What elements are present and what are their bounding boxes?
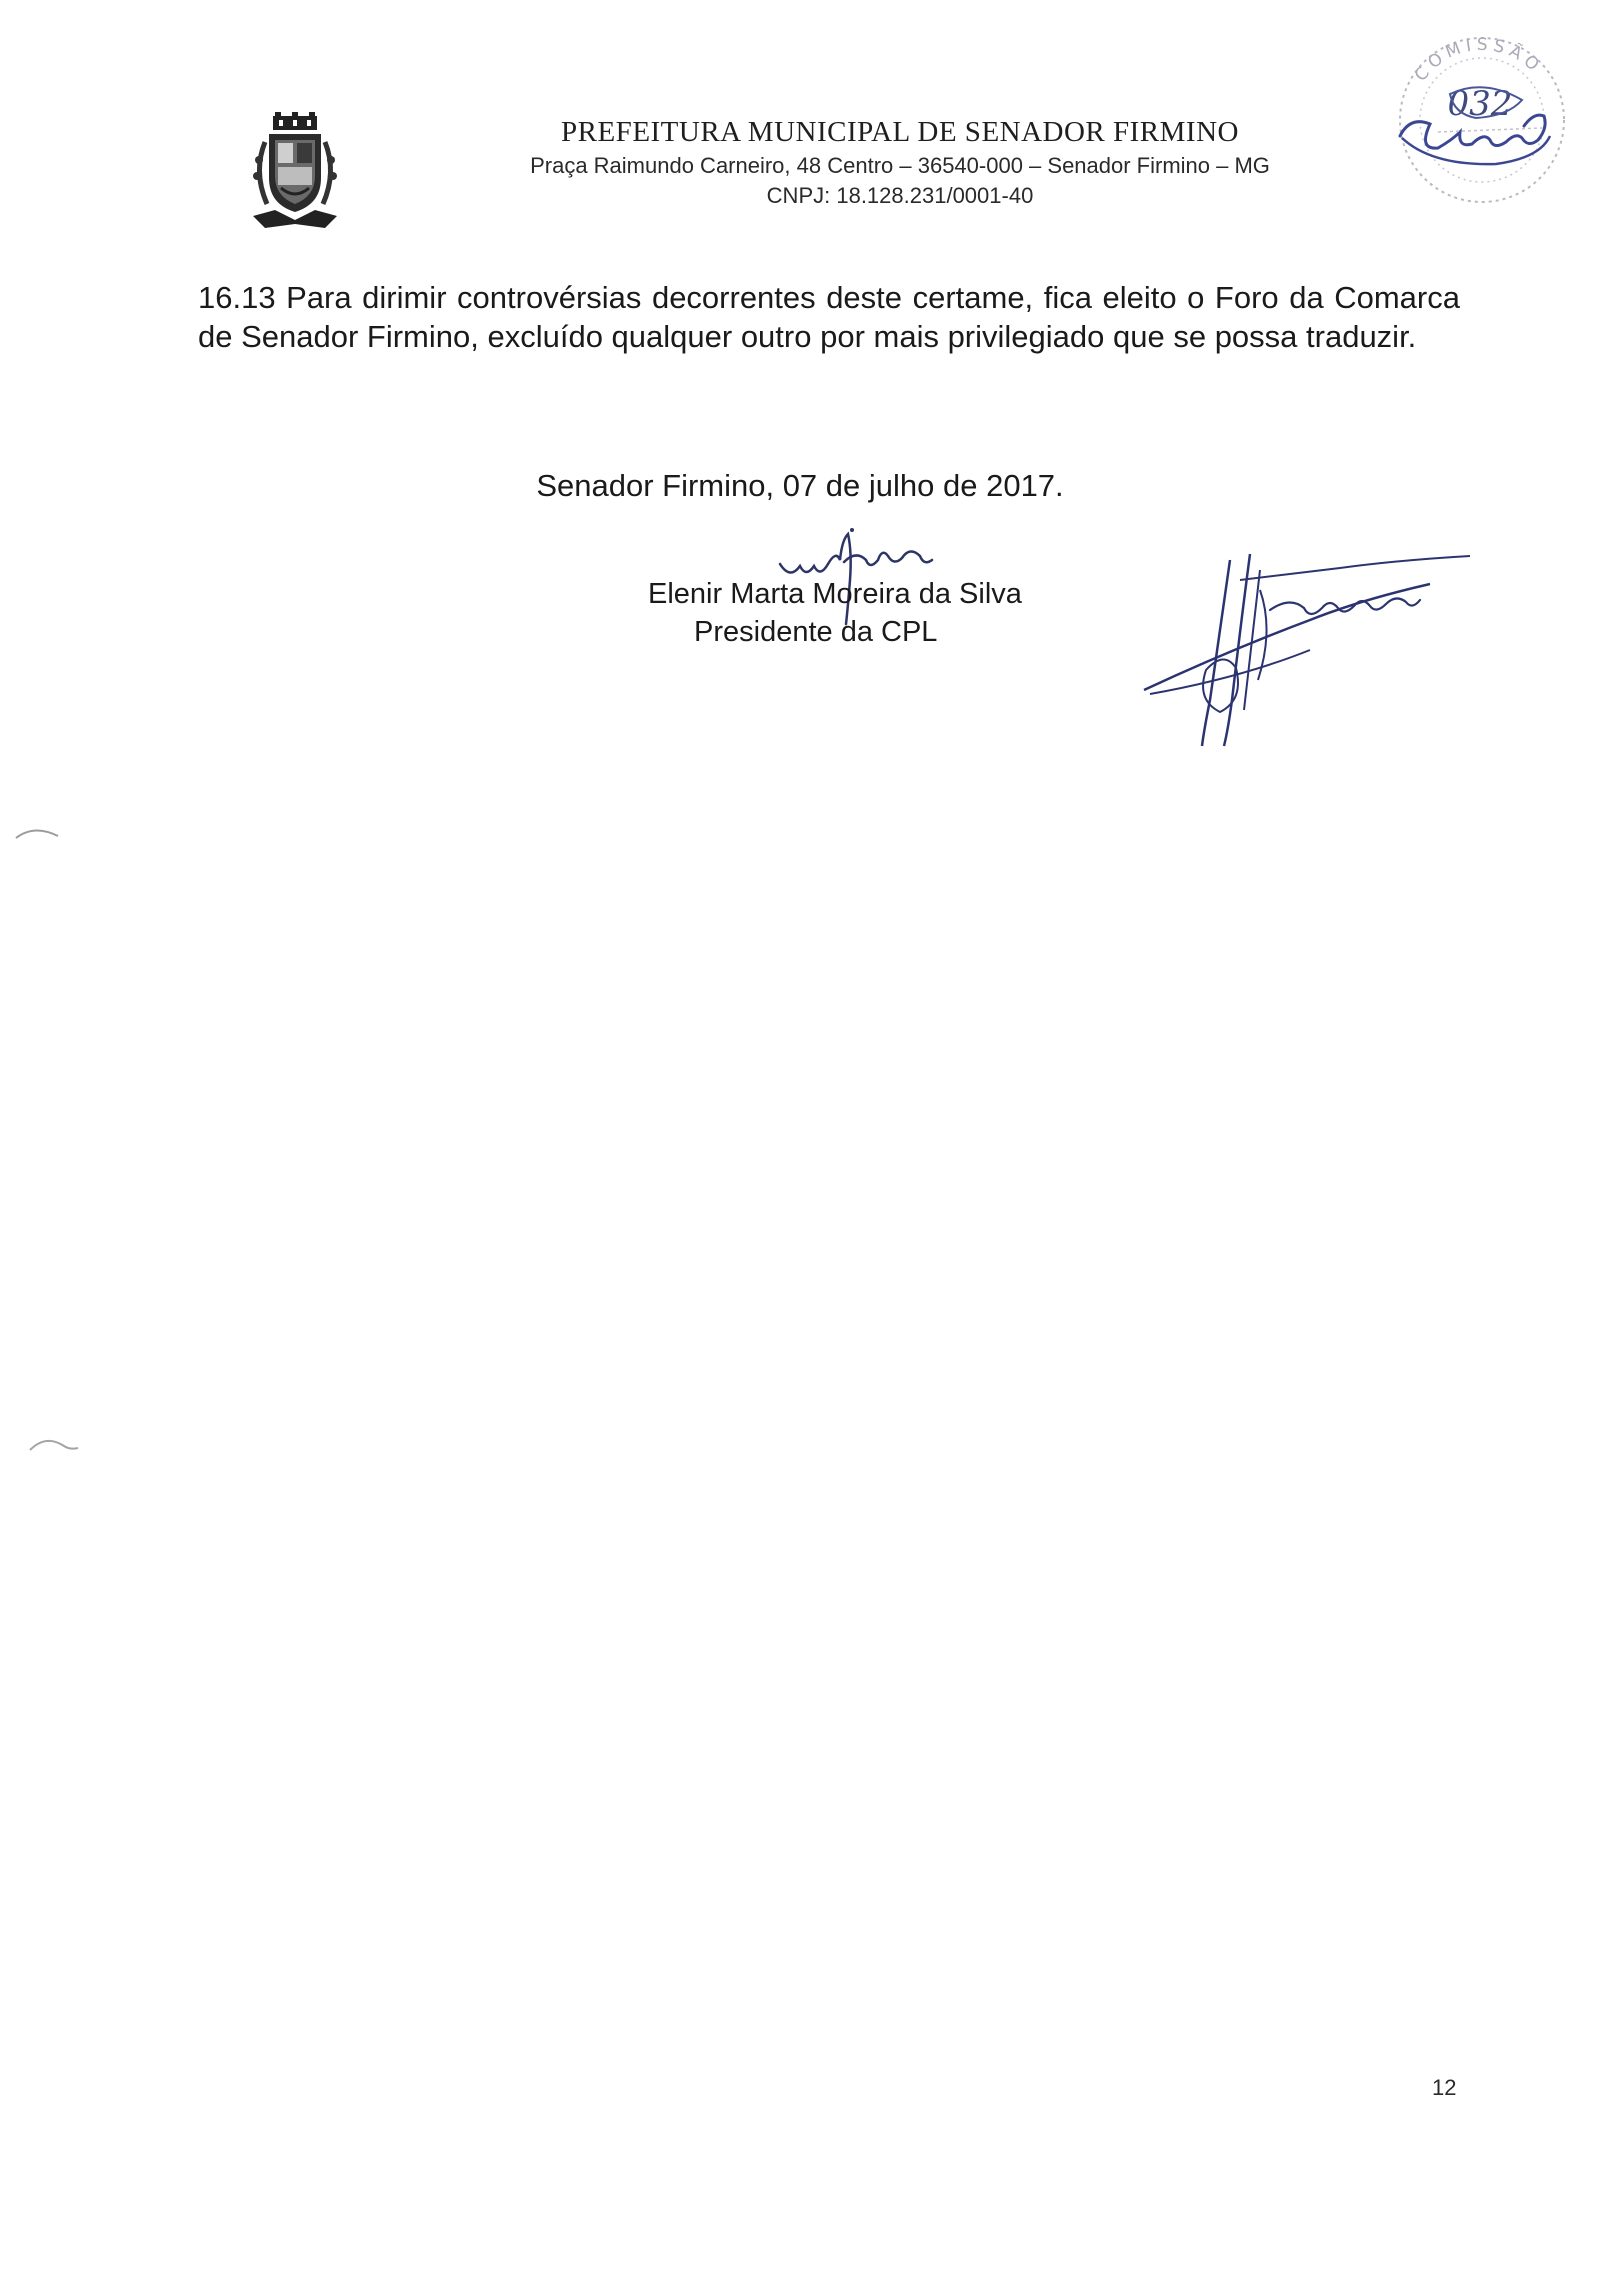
rubric-stamp-icon <box>1372 20 1592 220</box>
clause-16-13: 16.13 Para dirimir controvérsias decorrentes deste certame, fica eleito o Foro da Comarca de Senador Firmino, excluído qualquer outro por mais privilegiado que se possa traduzir. <box>198 280 1460 354</box>
stamp-number: 032 <box>1447 84 1513 124</box>
signer-role: Presidente da CPL <box>694 616 938 648</box>
page-number: 12 <box>1432 2075 1457 2100</box>
scan-mark-icon <box>14 820 74 850</box>
org-name: PREFEITURA MUNICIPAL DE SENADOR FIRMINO <box>561 116 1239 148</box>
letterhead <box>400 114 1400 211</box>
scan-mark-icon <box>28 1430 88 1460</box>
org-address: Praça Raimundo Carneiro, 48 Centro – 36540-000 – Senador Firmino – MG <box>530 153 1270 178</box>
org-cnpj: CNPJ: 18.128.231/0001-40 <box>766 183 1034 208</box>
svg-text:COMISSÃO <box>1411 35 1547 86</box>
coat-of-arms-icon <box>245 112 345 234</box>
place-and-date: Senador Firmino, 07 de julho de 2017. <box>536 468 1064 503</box>
signer-name: Elenir Marta Moreira da Silva <box>648 578 1022 610</box>
witness-signature-icon <box>1140 550 1490 750</box>
stamp-arc-text: COMISSÃO <box>1410 34 1547 86</box>
